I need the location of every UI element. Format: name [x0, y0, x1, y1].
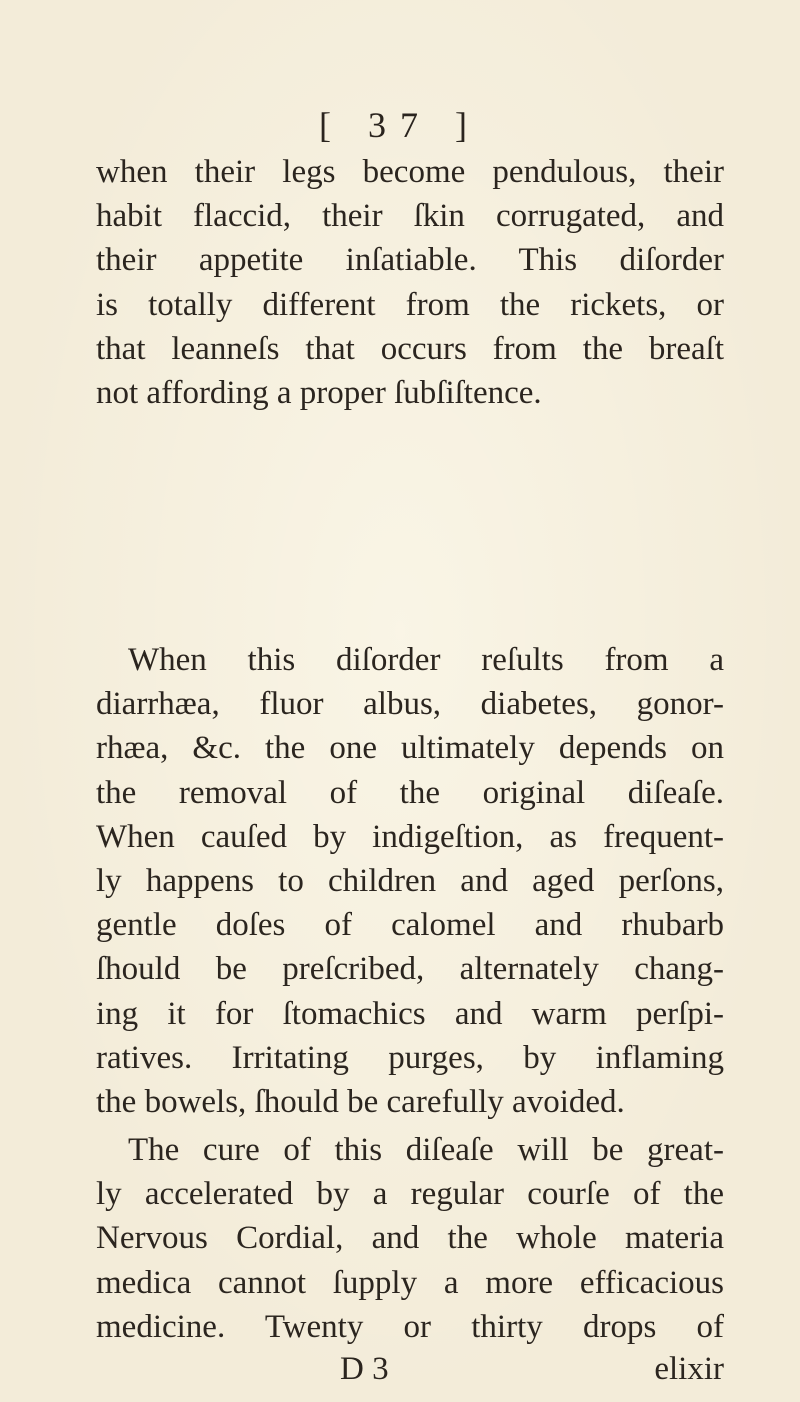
- paragraph-1: [96, 150, 724, 415]
- text-line: The cure of this diſeaſe will be great-: [128, 1132, 724, 1168]
- text-line: ing it for ſtomachics and warm perſpi-: [96, 995, 724, 1032]
- text-line: the bowels, ſhould be carefully avoided.: [96, 1083, 625, 1120]
- signature-mark: D 3: [340, 1351, 389, 1387]
- text-line: medica cannot ſupply a more efficacious: [96, 1264, 724, 1301]
- paragraph-2: [96, 638, 724, 1124]
- text-line: Nervous Cordial, and the whole materia: [96, 1220, 724, 1257]
- text-line: When this diſorder reſults from a: [128, 642, 724, 678]
- text-line: ſhould be preſcribed, alternately chang-: [96, 951, 724, 988]
- text-line: when their legs become pendulous, their: [96, 154, 724, 190]
- text-line: diarrhæa, fluor albus, diabetes, gonor-: [96, 686, 724, 723]
- text-line: their appetite inſatiable. This diſorder: [96, 242, 724, 279]
- text-line: ly happens to children and aged perſons,: [96, 862, 724, 899]
- text-line: rhæa, &c. the one ultimately depends on: [96, 730, 724, 767]
- text-line: gentle doſes of calomel and rhubarb: [96, 907, 724, 944]
- text-line: that leanneſs that occurs from the breaſt: [96, 330, 724, 367]
- text-line: When cauſed by indigeſtion, as frequent-: [96, 818, 724, 855]
- text-line: is totally different from the rickets, or: [96, 286, 724, 323]
- page-number-header: [ 37 ]: [319, 105, 481, 145]
- text-line: ratives. Irritating purges, by inflaming: [96, 1039, 724, 1076]
- text-line: habit flaccid, their ſkin corrugated, and: [96, 198, 724, 235]
- text-line: not affording a proper ſubſiſtence.: [96, 374, 542, 411]
- page-footer: [96, 1347, 724, 1391]
- text-line: medicine. Twenty or thirty drops of: [96, 1308, 724, 1345]
- text-line: the removal of the original diſeaſe.: [96, 774, 724, 811]
- paragraph-3: [96, 1128, 724, 1349]
- catchword: elixir: [654, 1351, 724, 1387]
- text-line: ly accelerated by a regular courſe of the: [96, 1176, 724, 1213]
